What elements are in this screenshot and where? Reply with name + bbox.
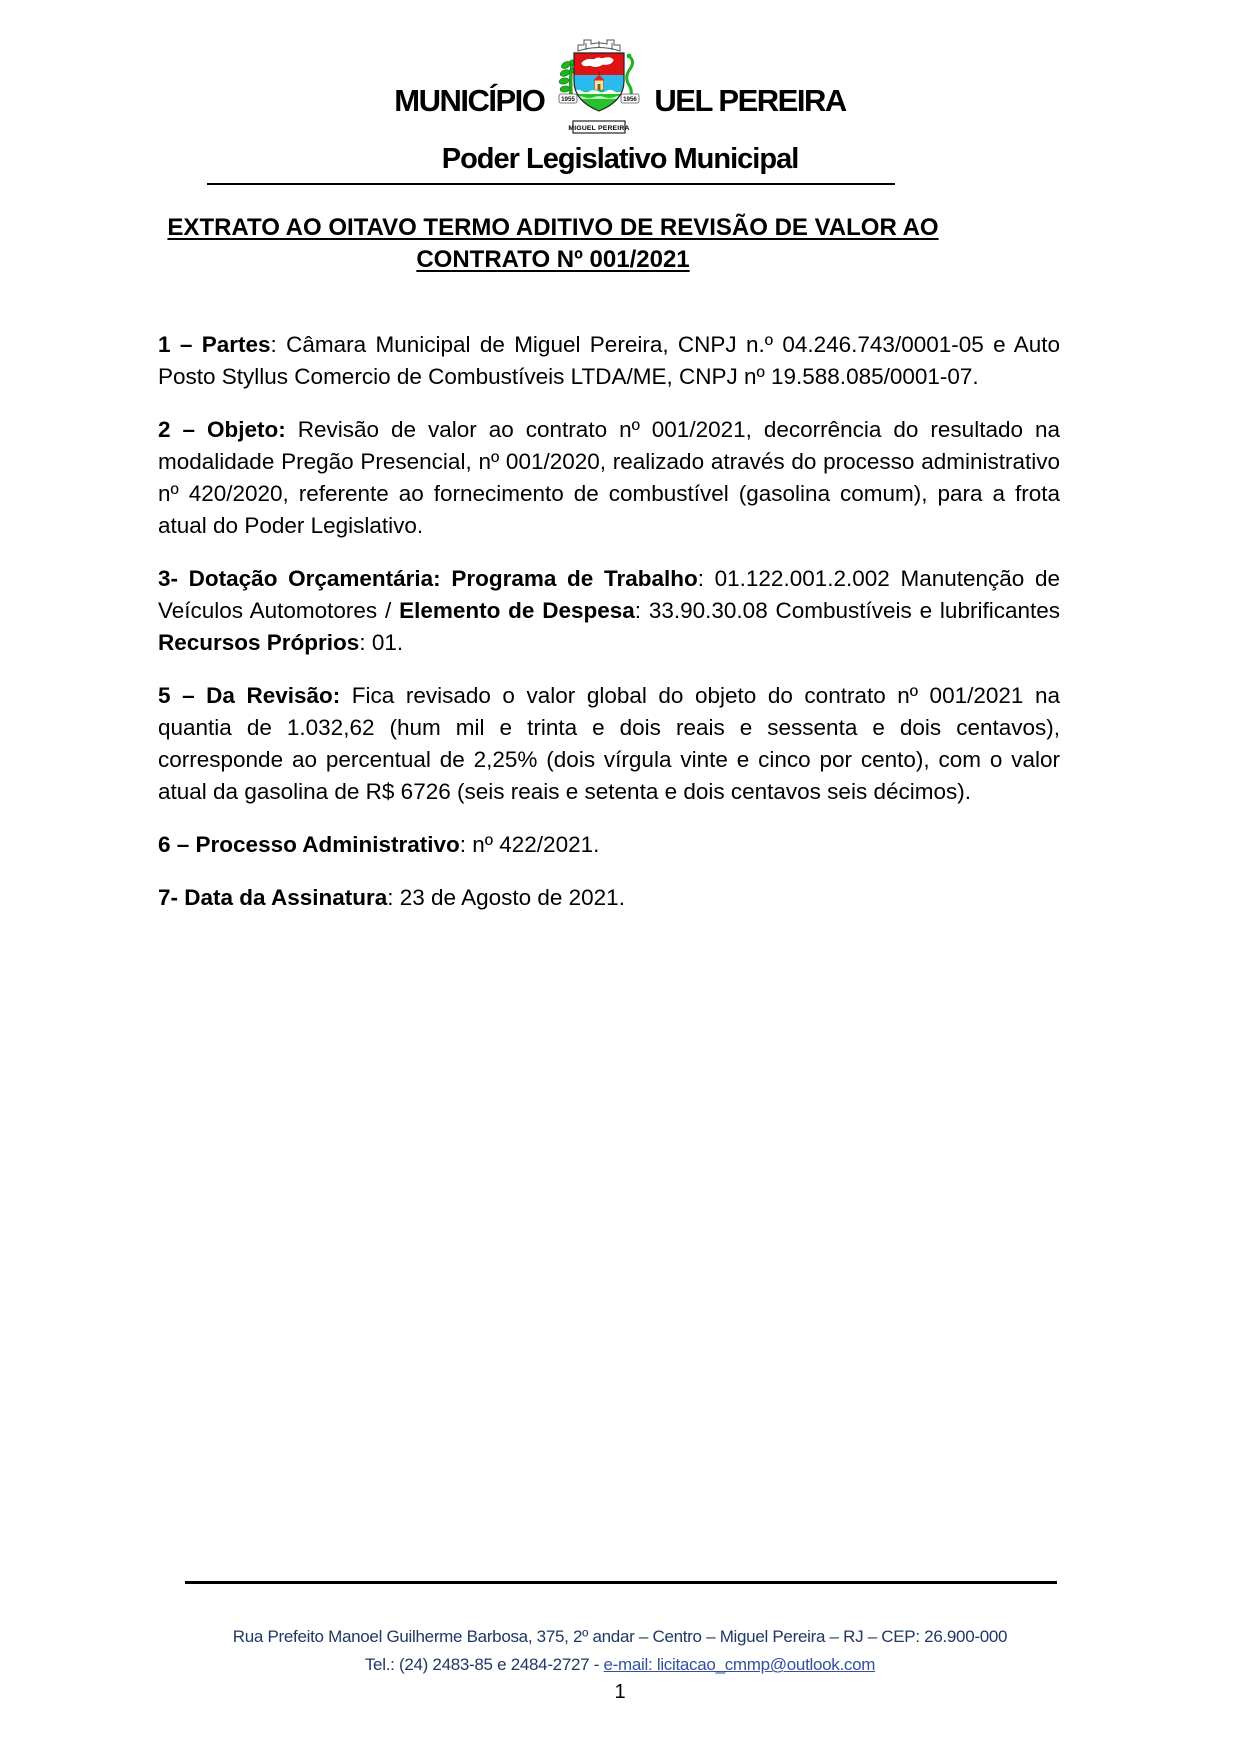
page-number: 1	[614, 1681, 626, 1703]
footer-divider	[185, 1581, 1057, 1584]
municipality-name-right: UEL PEREIRA	[654, 83, 846, 118]
paragraph-text: : 33.90.30.08 Combustíveis e lubrificantes	[634, 598, 1060, 623]
header	[0, 0, 1240, 137]
paragraph-text: : 01.122.001.2.002 Manutenção de Veículos Automotores /	[158, 566, 1060, 623]
header-divider	[207, 183, 895, 185]
paragraph-5	[158, 829, 1060, 861]
paragraph-label: 1 – Partes	[158, 332, 271, 357]
document-title-line1: EXTRATO AO OITAVO TERMO ADITIVO DE REVISÃO DE VALOR AO	[167, 214, 939, 241]
paragraph-label: 3- Dotação Orçamentária: Programa de Trabalho	[158, 566, 698, 591]
paragraph-text: Revisão de valor ao contrato nº 001/2021, decorrência do resultado na modalidade Pregão Presencial, nº 001/2020, realizado através do processo administrativo nº 420/2020, referente ao fornecimento de combustível (gasolina comum), para a frota atual do Poder Legislativo.	[158, 417, 1060, 538]
paragraph-text: : Câmara Municipal de Miguel Pereira, CNPJ n.º 04.246.743/0001-05 e Auto Posto Styllus Comercio de Combustíveis LTDA/ME, CNPJ nº 19.588.085/0001-07.	[158, 332, 1060, 389]
paragraph-6	[158, 882, 1060, 914]
paragraph-text: : 01.	[359, 630, 404, 655]
footer-address: Rua Prefeito Manoel Guilherme Barbosa, 375, 2º andar – Centro – Miguel Pereira – RJ – CEP: 26.900-000	[232, 1627, 1008, 1646]
miguel-pereira-crest-icon	[549, 33, 649, 137]
paragraph-label: 5 – Da Revisão:	[158, 683, 341, 708]
crest-year-right: 1956	[623, 96, 638, 103]
crest-year-left: 1955	[561, 96, 576, 103]
paragraph-4	[158, 680, 1060, 808]
crest-banner-label: MIGUEL PEREIRA	[568, 125, 630, 132]
paragraph-text: Fica revisado o valor global do objeto do contrato nº 001/2021 na quantia de 1.032,62 (hum mil e trinta e dois reais e sessenta e dois centavos), corresponde ao percentual de 2,25% (dois vírgula vinte e cinco por cento), com o valor atual da gasolina de R$ 6726 (seis reais e setenta e dois centavos seis décimos).	[158, 683, 1060, 804]
paragraph-label: Elemento de Despesa	[399, 598, 635, 623]
footer	[0, 1623, 1240, 1679]
paragraph-text: : 23 de Agosto de 2021.	[387, 885, 625, 910]
legislative-branch-subtitle: Poder Legislativo Municipal	[441, 143, 799, 175]
paragraph-text: : nº 422/2021.	[459, 832, 600, 857]
paragraph-label: 7- Data da Assinatura	[158, 885, 388, 910]
footer-email-link[interactable]: e-mail: licitacao_cmmp@outlook.com	[603, 1655, 876, 1674]
paragraph-1	[158, 329, 1060, 393]
municipality-name-left: MUNICÍPIO	[394, 83, 545, 118]
paragraph-label: 6 – Processo Administrativo	[158, 832, 460, 857]
paragraph-2	[158, 414, 1060, 542]
document-body	[158, 329, 1060, 914]
paragraph-label: 2 – Objeto:	[158, 417, 286, 442]
footer-contact-line	[0, 1651, 1240, 1679]
paragraph-label: Recursos Próprios	[158, 630, 360, 655]
document-title-line2: CONTRATO Nº 001/2021	[416, 246, 690, 273]
footer-phone: Tel.: (24) 2483-85 e 2484-2727 -	[364, 1655, 604, 1674]
paragraph-3	[158, 563, 1060, 659]
document-title	[158, 212, 948, 276]
